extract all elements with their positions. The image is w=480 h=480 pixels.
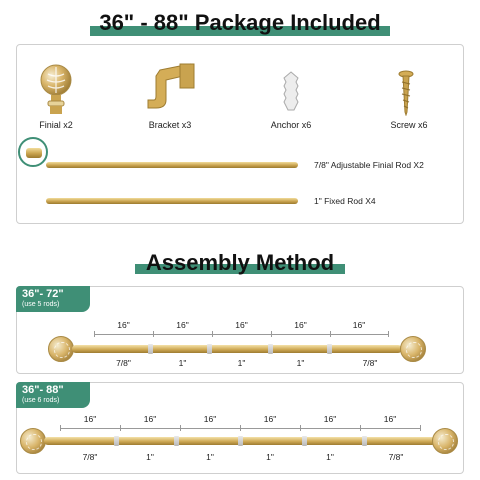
package-heading [0, 8, 480, 38]
rod-end-detail-icon [18, 137, 48, 167]
rod-joint [327, 344, 332, 354]
segment-length: 16" [263, 414, 277, 424]
segment-length: 16" [383, 414, 397, 424]
range-tag-6-rods [16, 382, 90, 408]
range-tag-5-rods [16, 286, 90, 312]
adjustable-rod-label: 7/8" Adjustable Finial Rod X2 [314, 160, 424, 170]
package-title: 36" - 88" Package Included [99, 10, 381, 35]
rod-joint [114, 436, 119, 446]
part-label-bracket: Bracket x3 [148, 120, 192, 130]
rod-diameter: 1" [178, 358, 187, 368]
rod-joint [268, 344, 273, 354]
finial-icon [38, 62, 74, 118]
segment-length: 16" [83, 414, 97, 424]
anchor-icon [280, 70, 302, 114]
segment-length: 16" [352, 320, 366, 330]
assembly-heading [0, 248, 480, 278]
rod-diameter: 1" [146, 452, 154, 462]
finial-ball-left [48, 336, 74, 362]
segment-length: 16" [235, 320, 248, 330]
rod-diameter: 7/8" [116, 358, 131, 368]
rod-diameter: 7/8" [362, 358, 378, 368]
fixed-rod-label: 1" Fixed Rod X4 [314, 196, 376, 206]
rod-joint [174, 436, 179, 446]
segment-length: 16" [323, 414, 337, 424]
rod-joint [302, 436, 307, 446]
part-label-anchor: Anchor x6 [270, 120, 312, 130]
segment-length: 16" [176, 320, 189, 330]
package-panel [16, 44, 464, 224]
range-label: 36"- 72" [22, 288, 64, 300]
rod-joint [148, 344, 153, 354]
screw-icon [398, 70, 414, 116]
finial-ball-left [20, 428, 46, 454]
range-label: 36"- 88" [22, 384, 64, 396]
part-label-screw: Screw x6 [390, 120, 428, 130]
segment-length: 16" [203, 414, 217, 424]
rod-diameter: 1" [206, 452, 214, 462]
use-label: (use 5 rods) [22, 301, 60, 308]
rod-joint [207, 344, 212, 354]
rod-diameter: 1" [237, 358, 246, 368]
finial-ball-right [432, 428, 458, 454]
assembled-rod [72, 345, 402, 353]
rod-diameter: 7/8" [82, 452, 98, 462]
segment-length: 16" [294, 320, 307, 330]
use-label: (use 6 rods) [22, 397, 60, 404]
rod-diameter: 1" [296, 358, 305, 368]
part-label-finial: Finial x2 [39, 120, 73, 130]
rod-joint [362, 436, 367, 446]
bracket-icon [140, 62, 200, 112]
rod-diameter: 7/8" [388, 452, 404, 462]
rod-diameter: 1" [326, 452, 334, 462]
segment-length: 16" [143, 414, 157, 424]
adjustable-finial-rod [46, 162, 298, 168]
rod-joint [238, 436, 243, 446]
fixed-rod [46, 198, 298, 204]
assembly-title: Assembly Method [145, 250, 335, 275]
rod-diameter: 1" [266, 452, 274, 462]
segment-length: 16" [117, 320, 130, 330]
dimension-line [94, 334, 388, 335]
